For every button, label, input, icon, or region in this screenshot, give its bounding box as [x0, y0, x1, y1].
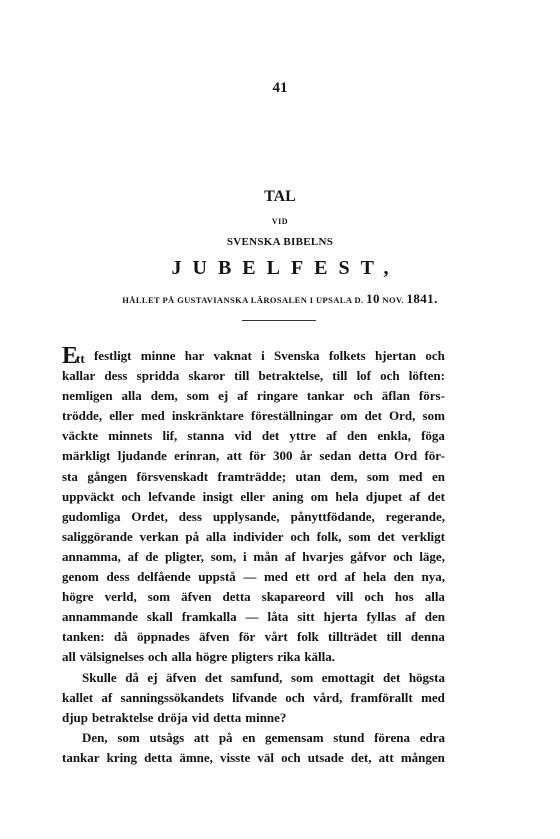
word: insigt: [202, 488, 233, 504]
word: hjerta: [323, 609, 358, 625]
word: och: [364, 589, 384, 605]
word: som: [117, 729, 140, 745]
word: alla: [205, 528, 227, 544]
word: detta: [222, 589, 251, 605]
word: delfående: [137, 569, 191, 585]
word: gåfvor: [350, 548, 387, 564]
word: af: [127, 548, 139, 564]
word: försvenskadt: [136, 468, 209, 484]
word: till: [234, 368, 250, 384]
body-line: [62, 647, 445, 667]
word: af: [344, 569, 356, 585]
word: sta: [62, 468, 78, 484]
word: äfven: [199, 629, 230, 645]
word: för-: [424, 448, 445, 464]
word: utan: [295, 468, 321, 484]
speech-subtitle: SVENSKA BIBELNS: [226, 236, 334, 248]
word: som: [290, 669, 314, 685]
word: med: [421, 689, 445, 705]
word: trödde,: [62, 408, 103, 424]
word: och: [425, 348, 445, 363]
word: äfven: [181, 589, 212, 605]
word: att: [378, 749, 394, 765]
word: Ord: [394, 448, 418, 464]
page-number: 41: [272, 80, 288, 96]
word: hos: [394, 589, 414, 605]
word: vill: [336, 589, 354, 605]
word: vaknat: [213, 348, 252, 363]
word: 300: [273, 448, 293, 464]
word: hvarjes: [302, 548, 344, 564]
word: att: [226, 448, 242, 464]
word: lifvande: [232, 689, 277, 705]
occasion-day: 10: [366, 291, 380, 306]
word: och: [121, 488, 141, 504]
word: sedan: [319, 448, 352, 464]
word: Ordet,: [131, 508, 168, 524]
word: gången: [87, 468, 128, 484]
word: löften:: [408, 368, 445, 384]
word: Skulle: [82, 669, 117, 685]
word: som: [186, 388, 210, 404]
occasion-line: [0, 291, 560, 307]
body-line: [62, 406, 445, 426]
body-line: [62, 343, 445, 369]
word: dess: [106, 569, 130, 585]
word: tanken:: [62, 629, 105, 645]
word: äflan: [381, 388, 410, 404]
word: ord: [317, 569, 337, 585]
word: eller: [240, 488, 265, 504]
drop-cap: E: [62, 343, 79, 369]
word: samfund,: [230, 669, 283, 685]
word: låta: [267, 609, 289, 625]
word: individer: [232, 528, 284, 544]
word: den: [424, 609, 445, 625]
word: välsignelses: [79, 649, 145, 665]
word: har: [184, 348, 205, 363]
word: pligters: [231, 649, 274, 665]
word: af: [325, 428, 337, 444]
word: annamma,: [62, 548, 121, 564]
word: ej: [218, 388, 229, 404]
word: skall: [146, 609, 173, 625]
word: af: [101, 689, 113, 705]
word: minne?: [245, 709, 287, 725]
word: det: [364, 408, 382, 424]
word: genom: [62, 569, 99, 585]
word: ringare: [256, 388, 298, 404]
word: stanna: [187, 428, 225, 444]
word: och: [148, 649, 168, 665]
word: som: [366, 468, 390, 484]
word: mån: [253, 548, 278, 564]
word: till: [386, 629, 402, 645]
word: framträdde;: [217, 468, 287, 484]
body-line: [62, 748, 445, 768]
word: af: [237, 388, 248, 404]
word: alla: [171, 649, 192, 665]
word: Ett: [62, 343, 85, 369]
word: af: [284, 548, 296, 564]
word: inskränktare: [171, 408, 244, 424]
word: år: [299, 448, 313, 464]
word: alla: [424, 589, 445, 605]
word: högsta: [408, 669, 445, 685]
word: gemensam: [265, 729, 324, 745]
word: af: [405, 609, 416, 625]
word: lefvande: [148, 488, 196, 504]
word: sanningssökandets: [120, 689, 224, 705]
word: hela: [362, 569, 387, 585]
word: dröja: [157, 709, 188, 725]
body-line: [62, 467, 445, 487]
word: betraktelse: [92, 709, 154, 725]
body-line: [62, 567, 445, 587]
word: upplysande,: [212, 508, 280, 524]
word: den: [346, 428, 368, 444]
word: folkets: [328, 348, 366, 363]
word: högre: [195, 649, 228, 665]
word: lif,: [162, 428, 178, 444]
body-line: [62, 507, 445, 527]
word: det: [427, 488, 445, 504]
festival-title: JUBELFEST,: [171, 257, 400, 279]
body-text: [62, 343, 445, 768]
word: stund: [333, 729, 365, 745]
word: det: [204, 669, 223, 685]
word: folk,: [316, 528, 342, 544]
word: läge,: [419, 548, 445, 564]
word: som: [147, 589, 171, 605]
occasion-prefix: HÅLLET PÅ GUSTAVIANSKA LÄROSALEN I UPSALA D.: [122, 295, 364, 305]
word: hela: [335, 488, 359, 504]
word: uppväckt: [62, 488, 115, 504]
word: som: [348, 528, 371, 544]
body-line: [62, 527, 445, 547]
body-line: [62, 607, 445, 627]
word: regerande,: [385, 508, 445, 524]
word: då: [113, 629, 128, 645]
word: källa.: [304, 649, 336, 665]
body-line: [62, 547, 445, 567]
word: högre: [62, 589, 94, 605]
word: ljudande: [117, 448, 167, 464]
word: de: [145, 548, 159, 564]
word: djupet: [365, 488, 403, 504]
word: och: [290, 528, 310, 544]
word: förs-: [418, 388, 445, 404]
body-line: [62, 487, 445, 507]
word: det: [261, 428, 280, 444]
word: erinran,: [174, 448, 220, 464]
word: Svenska: [274, 348, 320, 363]
word: och: [353, 388, 373, 404]
word: alla: [121, 388, 142, 404]
word: Ord,: [389, 408, 416, 424]
word: uppstå: [198, 569, 236, 585]
word: aning: [272, 488, 304, 504]
occasion-month: NOV.: [382, 295, 404, 305]
word: utsågs: [149, 729, 185, 745]
word: äfven: [166, 669, 197, 685]
body-line: [62, 668, 445, 688]
word: öppnades: [136, 629, 190, 645]
word: djup: [62, 709, 89, 725]
word: ett: [295, 569, 310, 585]
word: förena: [374, 729, 410, 745]
word: minnets: [108, 428, 153, 444]
body-line: [62, 366, 445, 386]
word: rika: [277, 649, 301, 665]
word: med: [140, 408, 165, 424]
word: verld,: [104, 589, 137, 605]
word: edra: [419, 729, 445, 745]
word: på: [218, 729, 233, 745]
word: detta: [213, 709, 242, 725]
word: emottagit: [321, 669, 375, 685]
word: tankar: [306, 388, 345, 404]
word: som,: [210, 548, 237, 564]
word: spridda: [136, 368, 180, 384]
word: väckte: [62, 428, 99, 444]
word: utsade: [307, 749, 344, 765]
body-line: [62, 688, 445, 708]
word: med: [398, 468, 423, 484]
word: ämne,: [179, 749, 213, 765]
word: framförallt: [350, 689, 413, 705]
word: —: [245, 609, 259, 625]
word: skaror: [188, 368, 226, 384]
word: den: [393, 569, 414, 585]
word: festligt: [93, 348, 132, 363]
word: väl: [257, 749, 275, 765]
word: visste: [219, 749, 251, 765]
body-line: [62, 386, 445, 406]
word: i: [261, 348, 265, 363]
speech-title: TAL: [264, 188, 296, 205]
body-line: [62, 708, 445, 728]
word: till: [332, 368, 348, 384]
heading-divider: [242, 320, 316, 321]
word: sitt: [297, 609, 315, 625]
word: vård,: [313, 689, 343, 705]
word: dem,: [150, 388, 178, 404]
word: vid: [191, 709, 210, 725]
word: saliggörande: [62, 528, 133, 544]
word: kring: [106, 749, 137, 765]
word: då: [125, 669, 139, 685]
word: detta: [358, 448, 387, 464]
word: och: [393, 548, 413, 564]
word: en: [431, 468, 445, 484]
body-line: [62, 728, 445, 748]
word: om: [340, 408, 358, 424]
word: med: [263, 569, 288, 585]
word: föreställningar: [250, 408, 334, 424]
word: eller: [109, 408, 134, 424]
word: det,: [350, 749, 372, 765]
word: fyllas: [366, 609, 397, 625]
word: denna: [410, 629, 445, 645]
word: dess: [104, 368, 128, 384]
word: enkla,: [377, 428, 411, 444]
word: verkan: [139, 528, 179, 544]
word: för: [249, 448, 266, 464]
word: pligter,: [164, 548, 204, 564]
word: pånyttfödande,: [290, 508, 375, 524]
word: nemligen: [62, 388, 113, 404]
word: och: [281, 749, 301, 765]
title-preposition: VID: [271, 217, 289, 226]
occasion-year: 1841.: [406, 291, 438, 306]
word: framkalla: [181, 609, 237, 625]
word: all: [62, 649, 76, 665]
body-line: [62, 587, 445, 607]
word: om: [310, 488, 329, 504]
body-line: [62, 426, 445, 446]
word: föga: [421, 428, 445, 444]
word: dem,: [330, 468, 358, 484]
word: som: [422, 408, 445, 424]
word: en: [242, 729, 256, 745]
word: vid: [234, 428, 252, 444]
body-line: [62, 446, 445, 466]
word: kallet: [62, 689, 94, 705]
word: nya,: [421, 569, 445, 585]
word: det: [377, 528, 395, 544]
word: för: [238, 629, 256, 645]
word: märkligt: [62, 448, 111, 464]
word: detta: [144, 749, 173, 765]
word: skapareord: [261, 589, 325, 605]
word: —: [243, 569, 257, 585]
word: vårt: [264, 629, 288, 645]
body-line: [62, 627, 445, 647]
word: hjertan: [374, 348, 417, 363]
word: mången: [400, 749, 445, 765]
word: det: [382, 669, 401, 685]
word: och: [285, 689, 305, 705]
word: Den,: [82, 729, 108, 745]
word: verkligt: [401, 528, 445, 544]
word: folk: [297, 629, 319, 645]
word: i: [243, 548, 247, 564]
word: minne: [140, 348, 176, 363]
word: att: [193, 729, 210, 745]
word: af: [409, 488, 421, 504]
word: och: [380, 368, 400, 384]
word: betraktelse,: [258, 368, 324, 384]
word: yttre: [289, 428, 316, 444]
word: dess: [178, 508, 202, 524]
word: annammande: [62, 609, 138, 625]
word: lof: [356, 368, 372, 384]
word: på: [185, 528, 200, 544]
word: gudomliga: [62, 508, 121, 524]
word: ej: [147, 669, 158, 685]
word: kallar: [62, 368, 96, 384]
word: tillträdet: [328, 629, 378, 645]
word: tankar: [62, 749, 100, 765]
